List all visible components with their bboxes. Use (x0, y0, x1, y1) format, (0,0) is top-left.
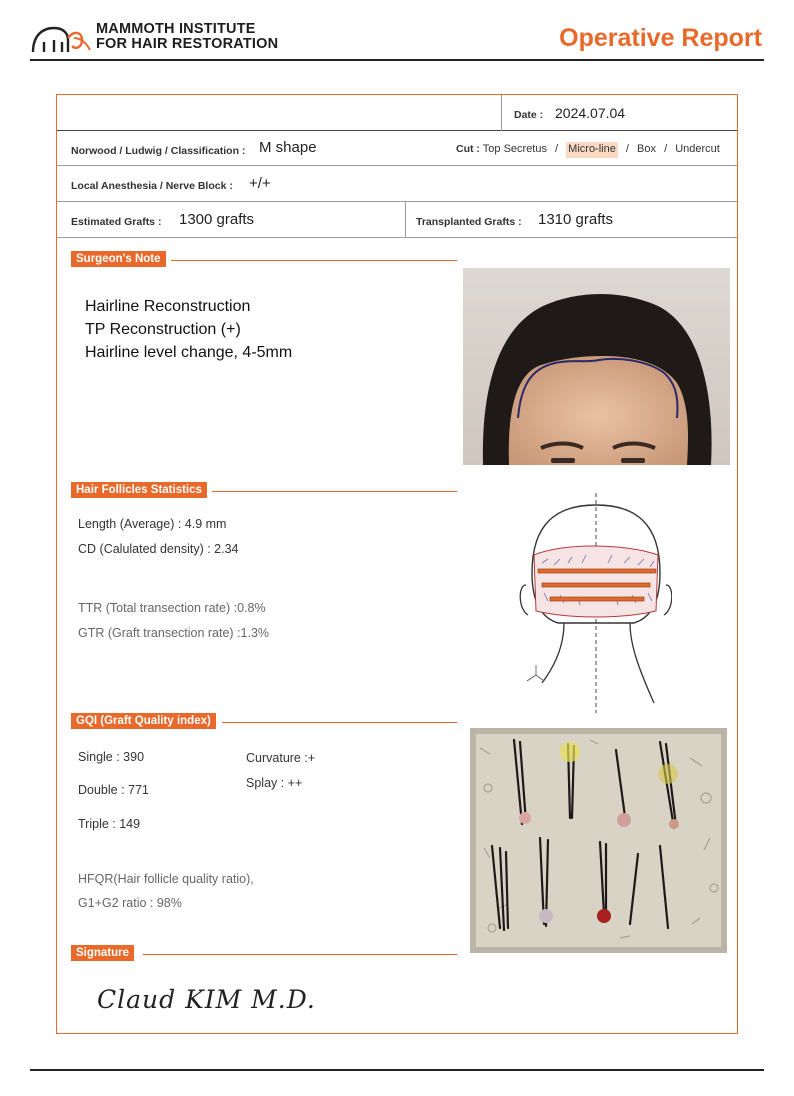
date-field (501, 95, 737, 131)
length-stat: Length (Average) : 4.9 mm (78, 517, 227, 531)
gtr-stat: GTR (Graft transection rate) :1.3% (78, 626, 270, 640)
classification-label: Norwood / Ludwig / Classification : (71, 145, 246, 157)
org-name: MAMMOTH INSTITUTE FOR HAIR RESTORATION (96, 21, 279, 52)
hfqr-label: HFQR(Hair follicle quality ratio), (78, 872, 254, 886)
cut-option-top-secretus: Top Secretus (482, 143, 547, 155)
curvature-value: Curvature :+ (246, 751, 316, 765)
double-count: Double : 771 (78, 783, 149, 797)
statistics-heading: Hair Follicles Statistics (71, 482, 457, 500)
anesthesia-row (57, 166, 737, 202)
report-frame (56, 94, 738, 1034)
note-line: Hairline level change, 4-5mm (85, 344, 293, 361)
cut-option-box: Box (637, 143, 657, 155)
date-row (57, 95, 737, 131)
surgeon-note-heading: Surgeon's Note (71, 251, 457, 269)
classification-value: M shape (259, 139, 317, 156)
mammoth-logo-icon (30, 22, 92, 54)
surgeon-note-text (85, 295, 292, 364)
cut-field: Cut : Top Secretus / Micro-line / Box / Undercut (456, 143, 720, 155)
date-label: Date : (514, 109, 544, 121)
report-title: Operative Report (559, 24, 762, 52)
single-count: Single : 390 (78, 750, 145, 764)
signature-heading: Signature (71, 945, 457, 963)
bottom-divider (30, 1069, 764, 1071)
anesthesia-label: Local Anesthesia / Nerve Block : (71, 180, 233, 192)
report-header (30, 18, 764, 62)
follicle-grafts-photo (470, 728, 727, 953)
gqi-heading: GQI (Graft Quality index) (71, 713, 457, 731)
date-value: 2024.07.04 (555, 105, 626, 121)
note-line: TP Reconstruction (+) (85, 321, 241, 338)
classification-row (57, 131, 737, 166)
ttr-stat: TTR (Total transection rate) :0.8% (78, 601, 266, 615)
triple-count: Triple : 149 (78, 817, 141, 831)
estimated-grafts-label: Estimated Grafts : (71, 216, 162, 228)
cut-option-undercut: Undercut (675, 143, 720, 155)
anesthesia-value: +/+ (249, 175, 271, 192)
transplanted-grafts-label: Transplanted Grafts : (416, 216, 522, 228)
transplanted-grafts-field (405, 202, 737, 237)
transplanted-grafts-value: 1310 grafts (538, 211, 614, 228)
donor-area-diagram (512, 493, 672, 713)
estimated-grafts-value: 1300 grafts (179, 211, 255, 228)
surgeon-signature: Claud KIM M.D. (97, 985, 316, 1014)
cut-option-micro-line: Micro-line (566, 142, 618, 158)
hairline-photo (463, 268, 730, 465)
g1g2-ratio: G1+G2 ratio : 98% (78, 896, 182, 910)
cut-label: Cut : (456, 143, 480, 155)
grafts-row (57, 202, 737, 238)
note-line: Hairline Reconstruction (85, 298, 251, 315)
top-divider (30, 59, 764, 61)
splay-value: Splay : ++ (246, 776, 303, 790)
density-stat: CD (Calulated density) : 2.34 (78, 542, 239, 556)
